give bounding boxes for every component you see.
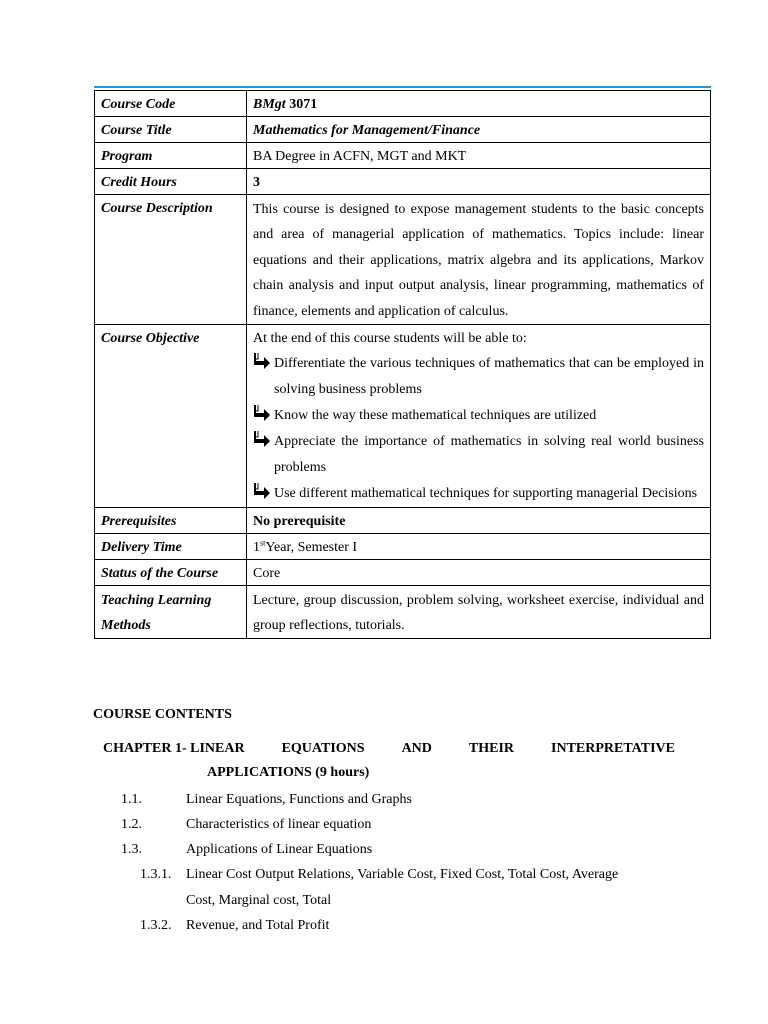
table-row	[95, 560, 711, 586]
list-item	[253, 403, 704, 429]
outline-text: Cost, Marginal cost, Total	[186, 893, 332, 908]
arrow-bullet-icon	[253, 429, 274, 451]
chapter-heading-line: APPLICATIONS (9 hours)	[207, 765, 370, 780]
table-row	[95, 195, 711, 325]
chapter-word: THEIR	[468, 741, 515, 756]
delivery-year-number: 1	[253, 540, 260, 556]
delivery-semester-text: Year, Semester I	[265, 540, 358, 556]
outline-text: Linear Cost Output Relations, Variable Cost, Fixed Cost, Total Cost, Average	[186, 867, 619, 882]
objective-intro: At the end of this course students will be able to:	[253, 331, 527, 347]
delivery-time-label: Delivery Time	[95, 534, 247, 560]
outline-text: Characteristics of linear equation	[186, 817, 372, 832]
table-row	[95, 91, 711, 117]
prerequisites-label: Prerequisites	[95, 508, 247, 534]
course-description-label: Course Description	[95, 195, 247, 325]
objective-bullet-text: Use different mathematical techniques for supporting managerial Decisions	[274, 486, 698, 502]
chapter-word: INTERPRETATIVE	[551, 741, 675, 756]
credit-hours-value: 3	[247, 169, 711, 195]
prerequisites-value: No prerequisite	[247, 508, 711, 534]
course-objective-label: Course Objective	[95, 325, 247, 508]
arrow-bullet-icon	[253, 481, 274, 503]
course-code-value	[247, 91, 711, 117]
credit-hours-label: Credit Hours	[95, 169, 247, 195]
chapter-heading-line	[103, 738, 675, 762]
chapter-word: EQUATIONS	[281, 741, 365, 756]
table-row	[95, 117, 711, 143]
course-title-label: Course Title	[95, 117, 247, 143]
outline-number: 1.3.2.	[140, 918, 172, 933]
program-label: Program	[95, 143, 247, 169]
outline-number: 1.3.	[121, 842, 142, 857]
objective-bullet-text: Know the way these mathematical techniques are utilized	[274, 408, 597, 424]
chapter-1-heading	[103, 738, 675, 784]
course-code-prefix: BMgt	[253, 97, 286, 112]
outline-text: Applications of Linear Equations	[186, 842, 373, 857]
teaching-methods-value	[247, 586, 711, 639]
table-row	[95, 508, 711, 534]
course-title-value: Mathematics for Management/Finance	[247, 117, 711, 143]
table-row	[95, 534, 711, 560]
course-description-cell	[247, 195, 711, 325]
chapter-word: CHAPTER 1- LINEAR	[103, 741, 245, 756]
course-status-value: Core	[247, 560, 711, 586]
course-contents-heading: COURSE CONTENTS	[93, 707, 232, 722]
program-value: BA Degree in ACFN, MGT and MKT	[247, 143, 711, 169]
course-info-table	[94, 90, 711, 639]
table-row	[95, 586, 711, 639]
course-objective-cell	[247, 325, 711, 508]
table-row	[95, 169, 711, 195]
list-item	[253, 351, 704, 403]
course-status-label: Status of the Course	[95, 560, 247, 586]
outline-number: 1.3.1.	[140, 867, 172, 882]
objective-bullet-text: Differentiate the various techniques of mathematics that can be employed in solving business problems	[274, 356, 704, 398]
chapter-word: AND	[401, 741, 432, 756]
list-item	[253, 429, 704, 481]
teaching-methods-label-text: Teaching Learning Methods	[101, 593, 212, 634]
outline-number: 1.1.	[121, 792, 142, 807]
delivery-time-value	[247, 534, 711, 560]
course-code-number: 3071	[285, 97, 318, 112]
teaching-methods-text: Lecture, group discussion, problem solving, worksheet exercise, individual and group reflections, tutorials.	[253, 593, 704, 634]
course-code-label: Course Code	[95, 91, 247, 117]
teaching-methods-label	[95, 586, 247, 639]
arrow-bullet-icon	[253, 351, 274, 373]
course-description-text: This course is designed to expose management students to the basic concepts and area of managerial application of mathematics. Topics include: linear equations and their applications, matrix algebra and its applications, Markov chain analysis and input output analysis, linear programming, mathematics of finance, elements and application of calculus.	[253, 202, 704, 319]
table-row	[95, 143, 711, 169]
delivery-ordinal-suffix: st	[260, 538, 266, 548]
table-row	[95, 325, 711, 508]
outline-text: Revenue, and Total Profit	[186, 918, 330, 933]
list-item	[253, 481, 704, 507]
objective-bullet-text: Appreciate the importance of mathematics in solving real world business problems	[274, 434, 704, 476]
arrow-bullet-icon	[253, 403, 274, 425]
outline-number: 1.2.	[121, 817, 142, 832]
outline-text: Linear Equations, Functions and Graphs	[186, 792, 412, 807]
